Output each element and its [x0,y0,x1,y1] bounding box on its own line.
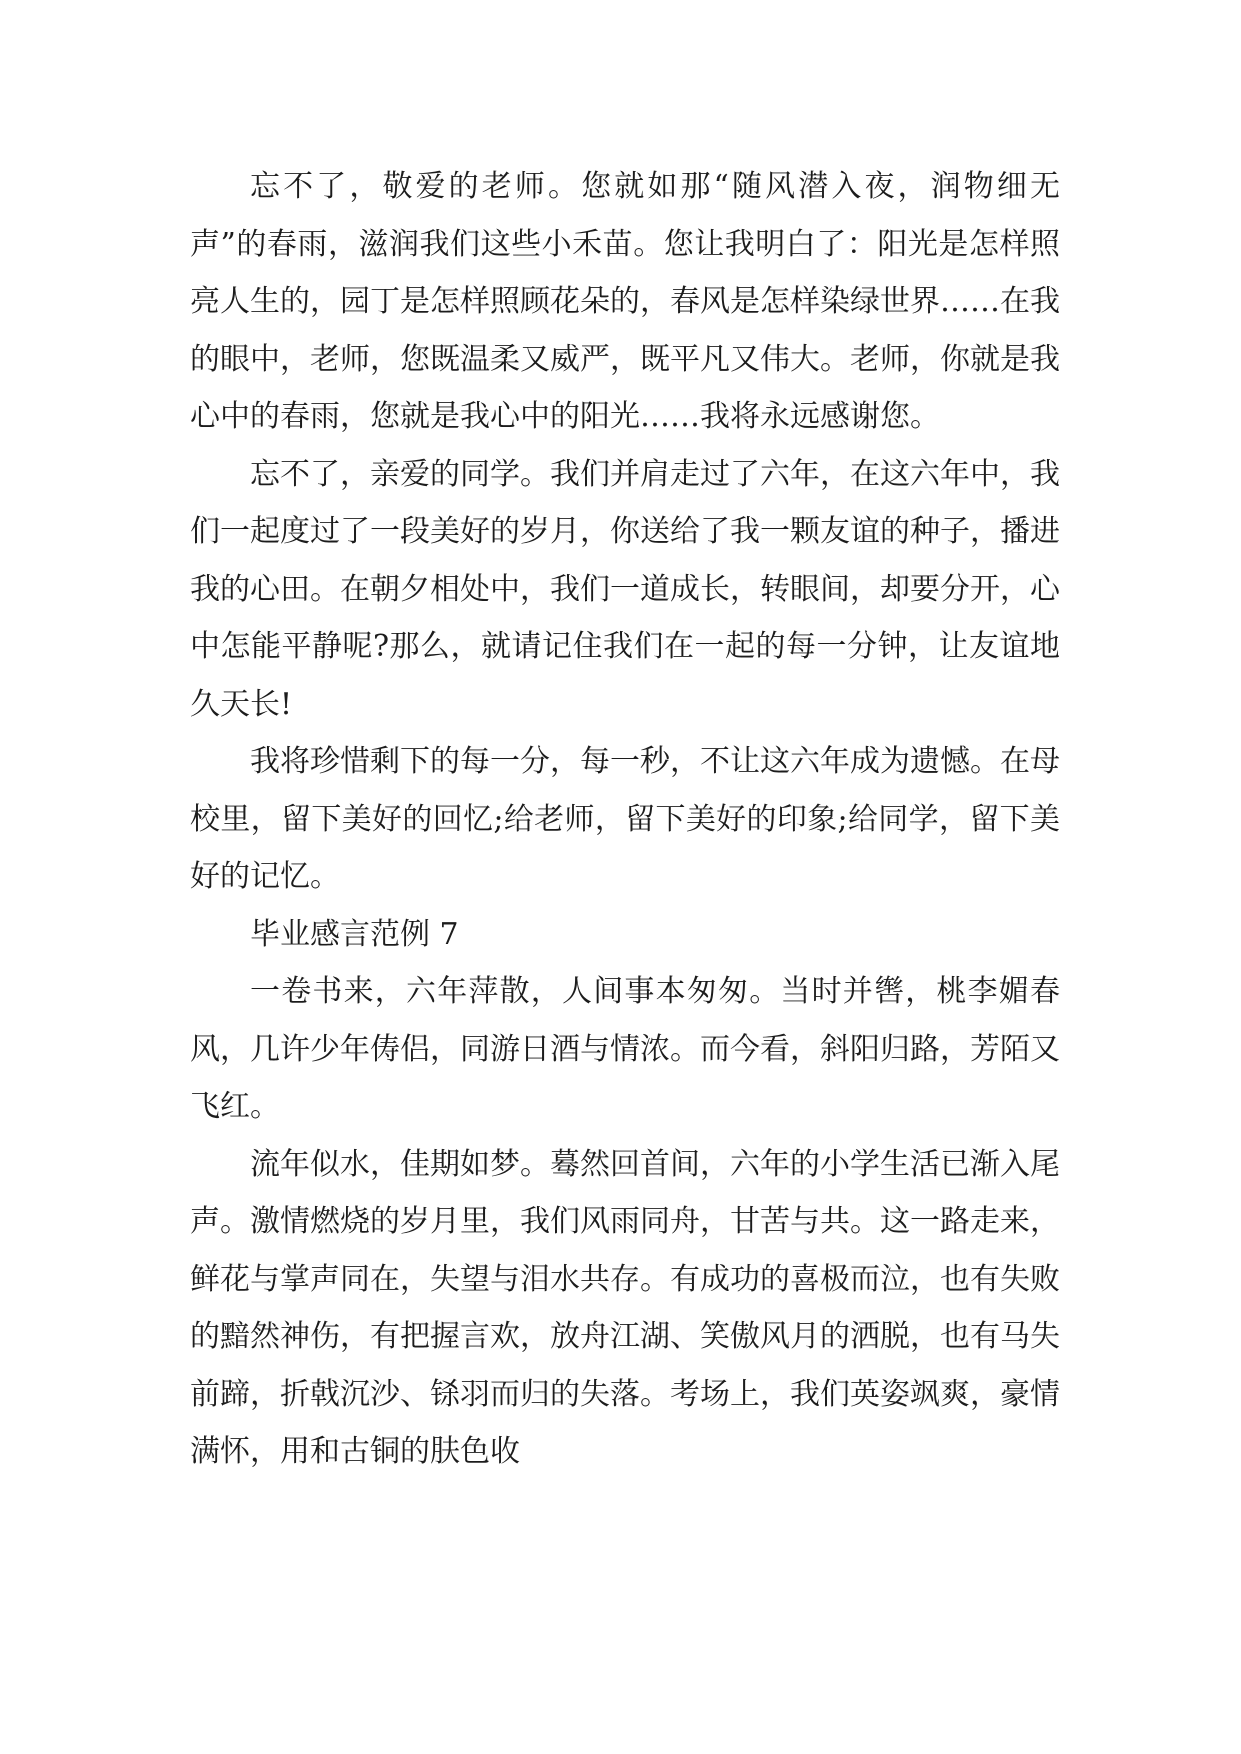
paragraph-poem: 一卷书来，六年萍散，人间事本匆匆。当时并辔，桃李媚春风，几许少年俦侣，同游日酒与情浓。而今看，斜阳归路，芳陌又飞红。 [190,974,1060,1124]
paragraph-cherish: 我将珍惜剩下的每一分，每一秒，不让这六年成为遗憾。在母校里，留下美好的回忆;给老师，留下美好的印象;给同学，留下美好的记忆。 [190,744,1060,894]
document-body [190,158,1060,1481]
section-heading: 毕业感言范例 7 [250,916,459,952]
paragraph-teacher: 忘不了，敬爱的老师。您就如那“随风潜入夜，润物细无声”的春雨，滋润我们这些小禾苗。您让我明白了：阳光是怎样照亮人生的，园丁是怎样照顾花朵的，春风是怎样染绿世界……在我的眼中，老师，您既温柔又威严，既平凡又伟大。老师，你就是我心中的春雨，您就是我心中的阳光……我将永远感谢您。 [190,169,1060,434]
paragraph-years: 流年似水，佳期如梦。蓦然回首间，六年的小学生活已渐入尾声。激情燃烧的岁月里，我们风雨同舟，甘苦与共。这一路走来，鲜花与掌声同在，失望与泪水共存。有成功的喜极而泣，也有失败的黯然神伤，有把握言欢，放舟江湖、笑傲风月的洒脱，也有马失前蹄，折戟沉沙、铩羽而归的失落。考场上，我们英姿飒爽，豪情满怀，用和古铜的肤色收 [190,1146,1060,1469]
paragraph-classmates: 忘不了，亲爱的同学。我们并肩走过了六年，在这六年中，我们一起度过了一段美好的岁月，你送给了我一颗友谊的种子，播进我的心田。在朝夕相处中，我们一道成长，转眼间，却要分开，心中怎能平静呢?那么，就请记住我们在一起的每一分钟，让友谊地久天长! [190,456,1060,722]
